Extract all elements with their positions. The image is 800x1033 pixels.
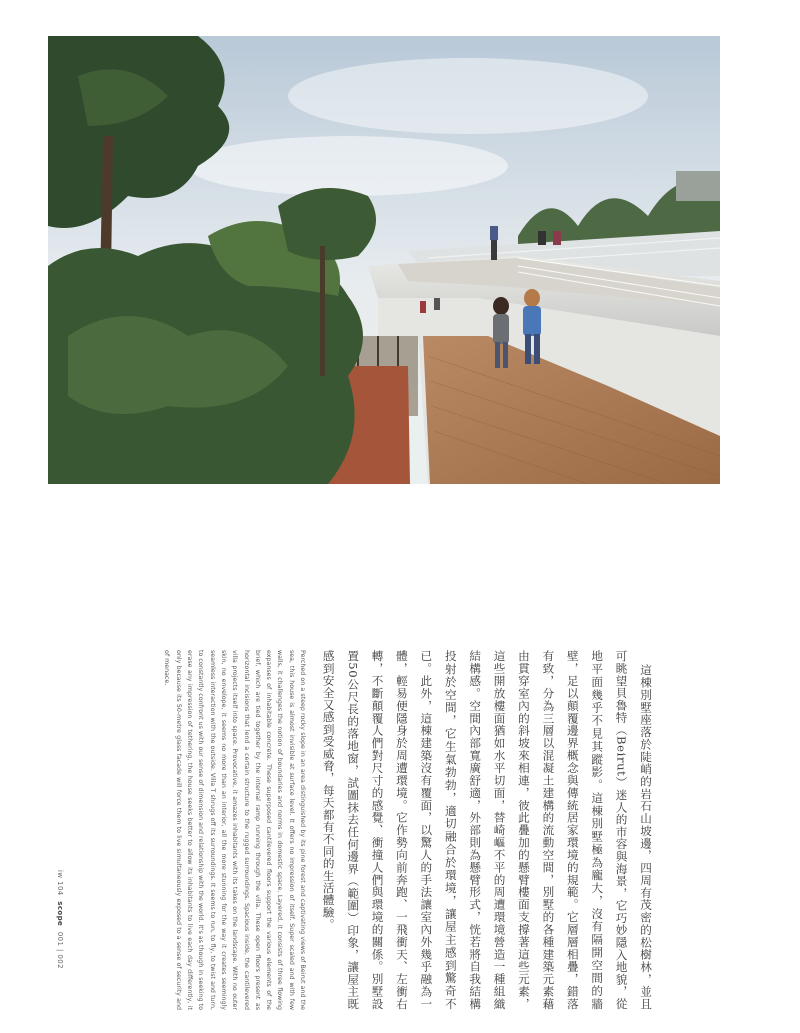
page-folio bbox=[50, 870, 66, 1020]
article-english-paragraph: Perched on a steep rocky slope in an area distinguished by its pine forest and captivating views of Beirut and the sea, this house is almost invisible at surface level. It offers no impression of itself. Super scaled and with few walls, it challenges the notion of boundaries and norms in domestic space. Layered, it consists of three flowing expanses of inhabitable concrete. These superposed cantilevered floors support the various elements of the brief, which are tied together by the internal ramp running through the villa. These open floors present as horizontal incisions that lend a certain structure to the rugged surroundings. Spacious inside, the cantilevered villa projects itself into space. Provocative, it amazes inhabitants with its takes on the landscape. With no outer skin, no envelope, it seems no more than an interior, all the more stunning for the way it creates seemingly seamless interaction with the outside. Villa T shrugs off its surroundings. It seems to run, to fly, to twist and turn, to constantly confront us with our sense of dimension and relationship with the world. It's as though in seeking to erase any impression of tethering, the house seeks better to allow its inhabitants to live each day differently, it only because its 50-metre glass facade will force them to live simultaneously exposed to a sense of security and of menace. bbox=[163, 650, 306, 1010]
folio-section: scope bbox=[56, 901, 64, 927]
folio-line bbox=[50, 870, 64, 1020]
article-english-body bbox=[78, 650, 308, 1010]
article-chinese-paragraph: 這棟別墅座落於陡峭的岩石山坡邊，四周有茂密的松樹林，並且可眺望貝魯特（Beirut）迷人的市容與海景，它巧妙隱入地貌，從地平面幾乎不見其蹤影。這棟別墅極為龐大，沒有隔開空間的牆壁，足以顛覆邊界概念與傳統居家環境的規範。它層層相疊，錯落有致，分為三層以混凝土建構的流動空間，別墅的各種建築元素藉由貫穿室內的斜坡來相連，彼此疊加的懸臂樓面支撐著這些元素，這些開放樓面猶如水平切面，替崎嶇不平的周遭環境營造一種組織結構感。空間內部寬廣舒適，外部則為懸臂形式，恍若將自我結構投射於空間，它生氣勃勃，適切融合於環境，讓屋主感到驚奇不已。此外，這棟建築沒有覆面，以驚人的手法讓室內外幾乎融為一體，輕易便隱身於周遭環境。它作勢向前奔跑、一飛衝天、左衝右轉，不斷顛覆人們對尺寸的感覺、衝撞人們與環境的關係。別墅設置50公尺長的落地窗，試圖抹去任何邊界（範圍）印象，讓屋主既感到安全又感到受威脅，每天都有不同的生活體驗。 bbox=[321, 650, 653, 1010]
article-chinese bbox=[321, 650, 658, 1010]
folio-pages: 001 | 002 bbox=[56, 931, 64, 969]
article-english bbox=[78, 650, 308, 1010]
folio-issue: iw 104 bbox=[56, 870, 64, 896]
feature-photo bbox=[48, 36, 720, 484]
house-on-cliff-photo bbox=[48, 36, 720, 484]
